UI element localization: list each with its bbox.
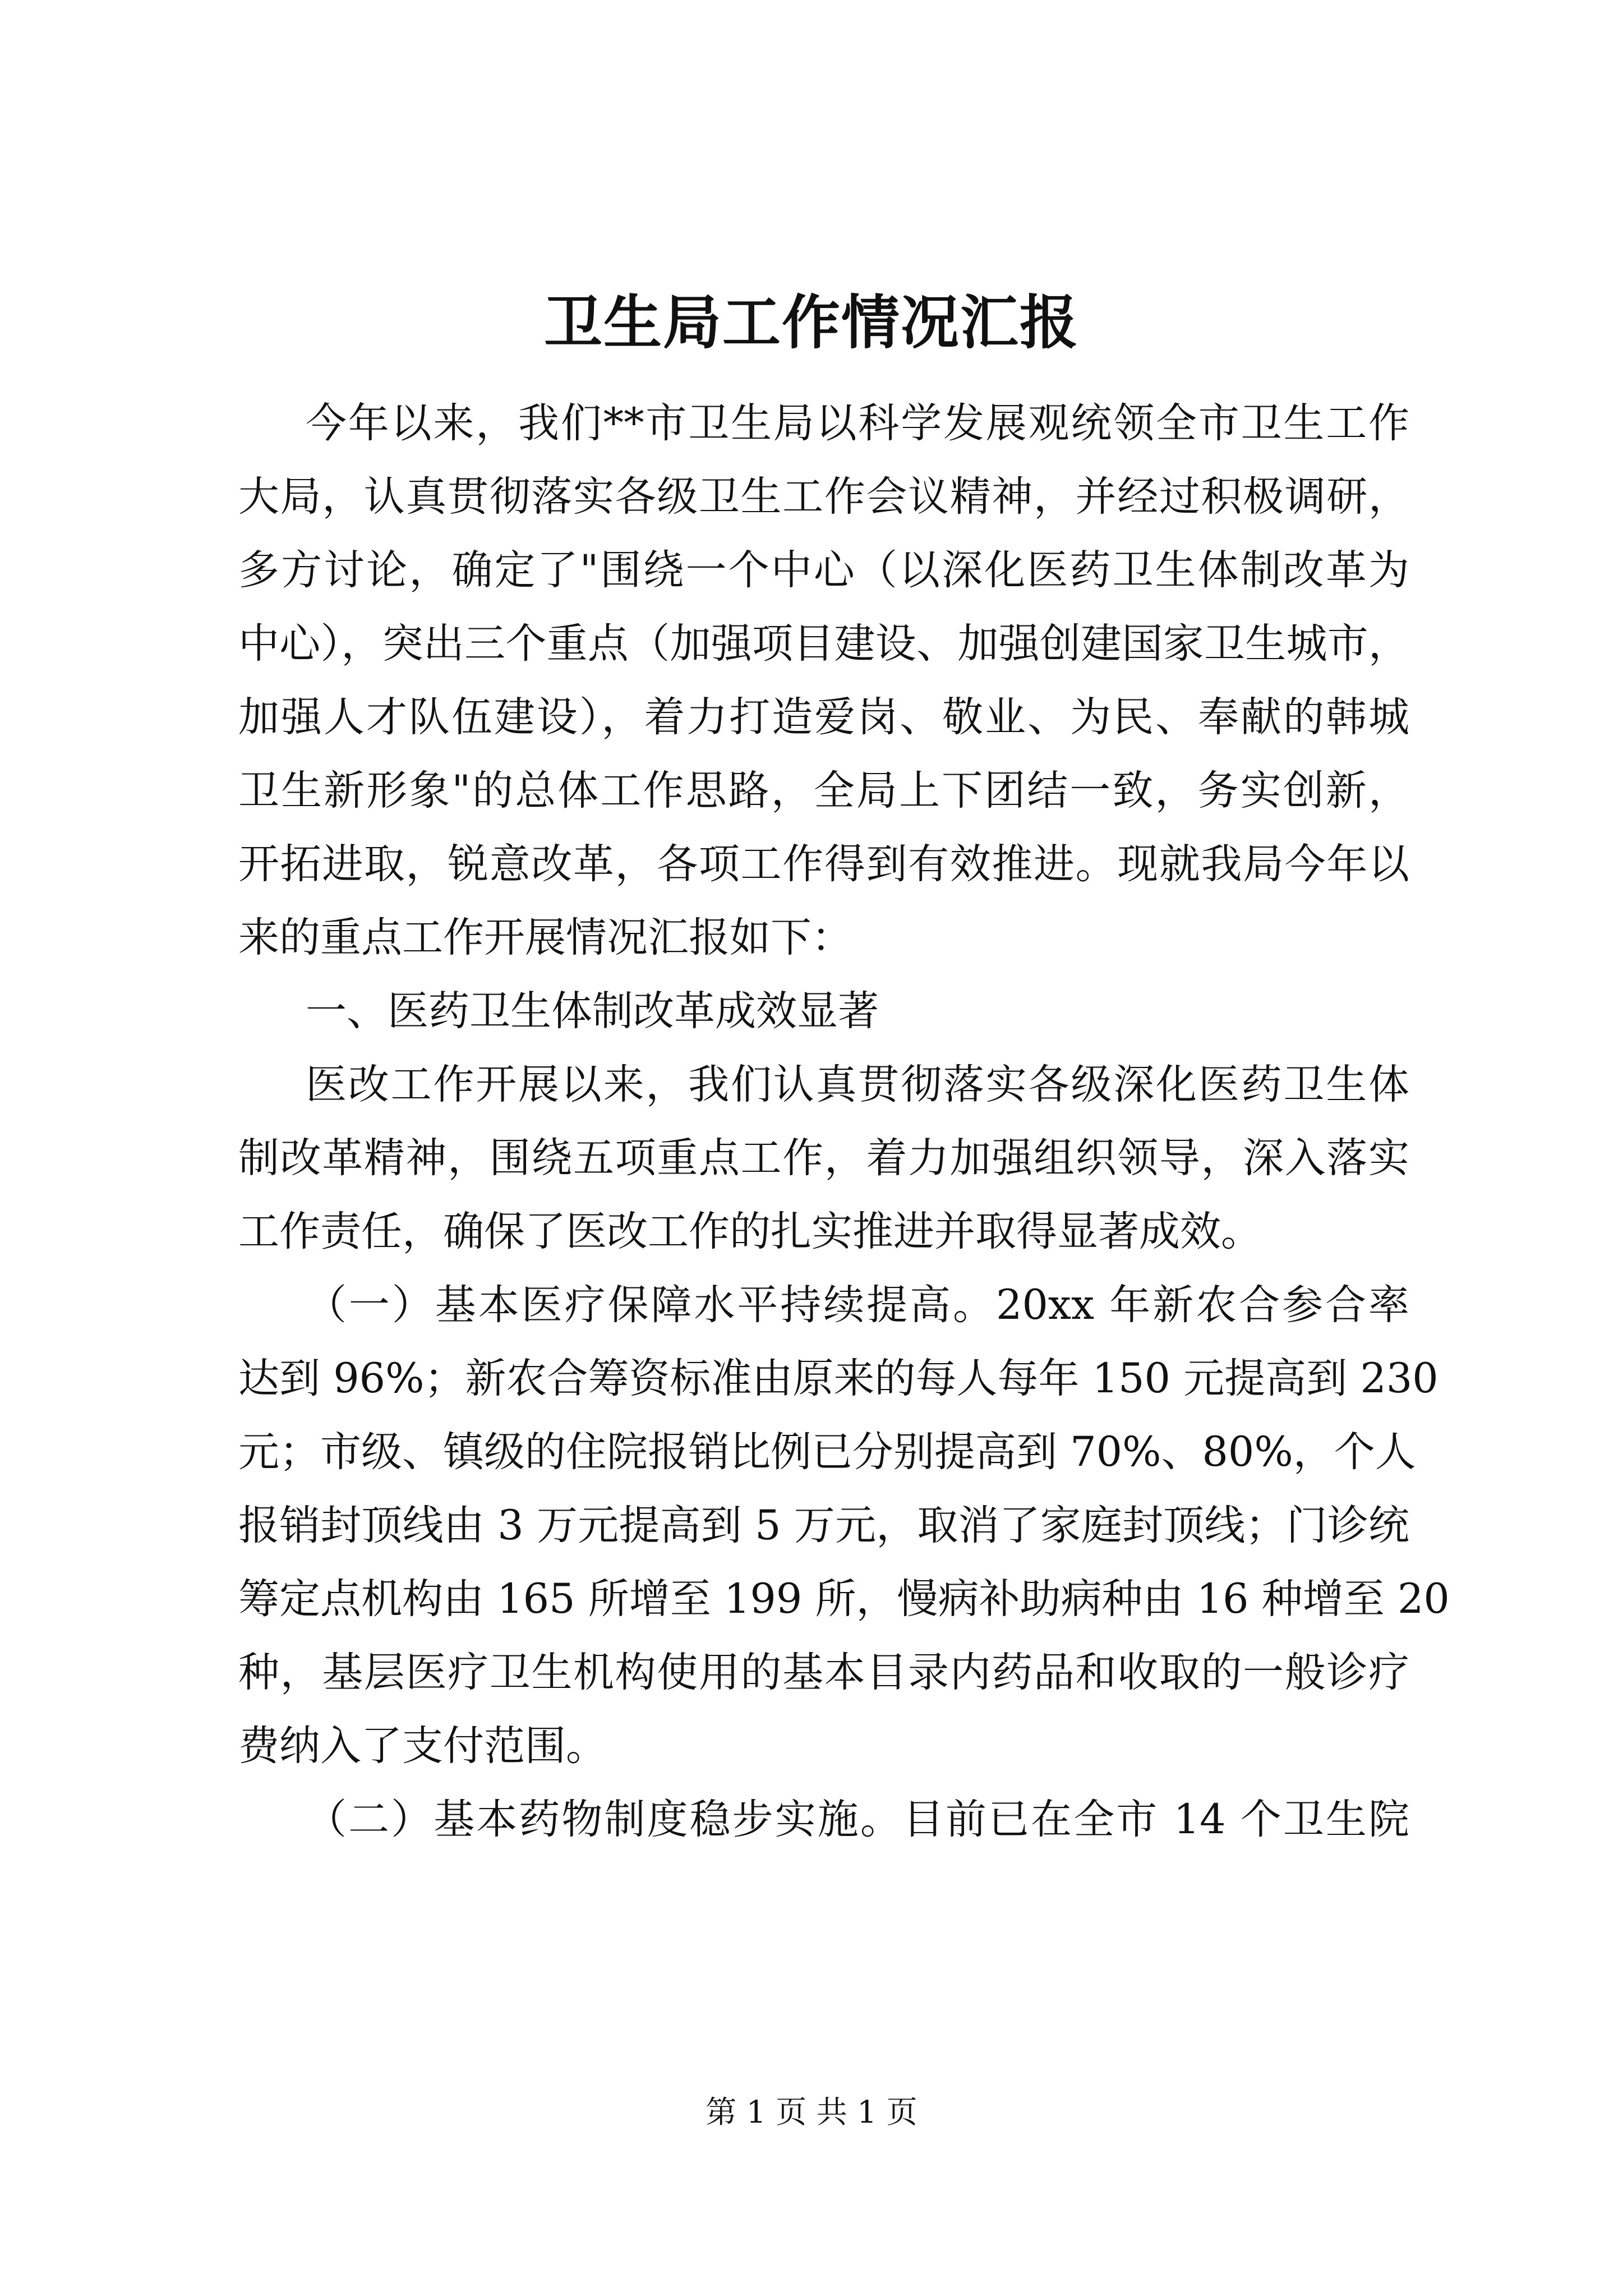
section-heading: 一、医药卫生体制改革成效显著	[306, 987, 879, 1035]
paragraph-line: （二）基本药物制度稳步实施。目前已在全市 14 个卫生院	[306, 1796, 1409, 1843]
paragraph-line: 元；市级、镇级的住院报销比例已分别提高到 70%、80%，个人	[238, 1428, 1416, 1476]
paragraph-line: 达到 96%；新农合筹资标准由原来的每人每年 150 元提高到 230	[238, 1355, 1438, 1402]
paragraph-line: 工作责任，确保了医改工作的扎实推进并取得显著成效。	[238, 1208, 1262, 1255]
paragraph-line: 费纳入了支付范围。	[238, 1722, 607, 1770]
paragraph-line: 大局，认真贯彻落实各级卫生工作会议精神，并经过积极调研，	[238, 473, 1409, 521]
paragraph-line: 报销封顶线由 3 万元提高到 5 万元，取消了家庭封顶线；门诊统	[238, 1502, 1409, 1549]
paragraph-line: 开拓进取，锐意改革，各项工作得到有效推进。现就我局今年以	[238, 840, 1409, 888]
page-number: 第 1 页 共 1 页	[706, 2094, 917, 2130]
paragraph-line: 加强人才队伍建设），着力打造爱岗、敬业、为民、奉献的韩城	[238, 693, 1409, 741]
paragraph-line: 今年以来，我们**市卫生局以科学发展观统领全市卫生工作	[306, 399, 1409, 447]
document-title: 卫生局工作情况汇报	[543, 288, 1079, 357]
paragraph-line: 卫生新形象"的总体工作思路，全局上下团结一致，务实创新，	[238, 767, 1409, 815]
paragraph-line: 中心），突出三个重点（加强项目建设、加强创建国家卫生城市，	[238, 620, 1409, 668]
paragraph-line: （一）基本医疗保障水平持续提高。20xx 年新农合参合率	[306, 1281, 1409, 1329]
paragraph-line: 种，基层医疗卫生机构使用的基本目录内药品和收取的一般诊疗	[238, 1649, 1409, 1696]
paragraph-line: 制改革精神，围绕五项重点工作，着力加强组织领导，深入落实	[238, 1134, 1409, 1182]
paragraph-line: 多方讨论，确定了"围绕一个中心（以深化医药卫生体制改革为	[238, 546, 1409, 594]
paragraph-line: 筹定点机构由 165 所增至 199 所，慢病补助病种由 16 种增至 20	[238, 1575, 1450, 1623]
paragraph-line: 医改工作开展以来，我们认真贯彻落实各级深化医药卫生体	[306, 1061, 1409, 1108]
paragraph-line: 来的重点工作开展情况汇报如下：	[238, 914, 852, 961]
